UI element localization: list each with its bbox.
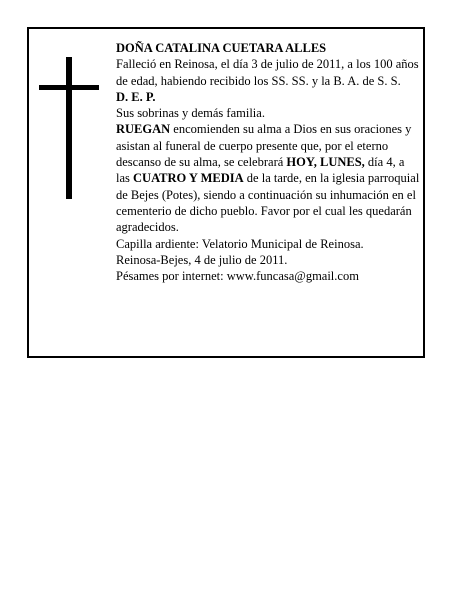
condolences-line: Pésames por internet: www.funcasa@gmail.com [116,269,359,284]
funeral-text-2: día 4, a las [116,155,405,186]
funeral-text-3: de la tarde, en la iglesia parroquial de Bejes (Potes), siendo a continuación su inhumación en el cementerio de dicho pueblo. Favor por el cual les quedarán agradecidos. [116,171,420,235]
dep-line: D. E. P. [116,89,156,104]
funeral-time: CUATRO Y MEDIA [133,171,244,186]
ruegan-word: RUEGAN [116,122,171,137]
death-statement: Falleció en Reinosa, el día 3 de julio de 2011, a los 100 años de edad, habiendo recibido los SS. SS. y la B. A. de S. S. [116,57,419,88]
family-line: Sus sobrinas y demás familia. [116,106,265,121]
place-date-line: Reinosa-Bejes, 4 de julio de 2011. [116,252,288,267]
funeral-paragraph [116,121,421,235]
chapel-line: Capilla ardiente: Velatorio Municipal de Reinosa. [116,236,364,251]
deceased-name: DOÑA CATALINA CUETARA ALLES [116,41,327,55]
notice-text [116,40,421,284]
cross-vertical-bar [66,57,72,199]
funeral-day: HOY, LUNES, [286,155,365,170]
funeral-text-1: encomienden su alma a Dios en sus oraciones y asistan al funeral de cuerpo presente que, por el eterno descanso de su alma, se celebrará [116,122,412,170]
obituary-notice [27,27,425,358]
cross-horizontal-bar [39,85,99,90]
